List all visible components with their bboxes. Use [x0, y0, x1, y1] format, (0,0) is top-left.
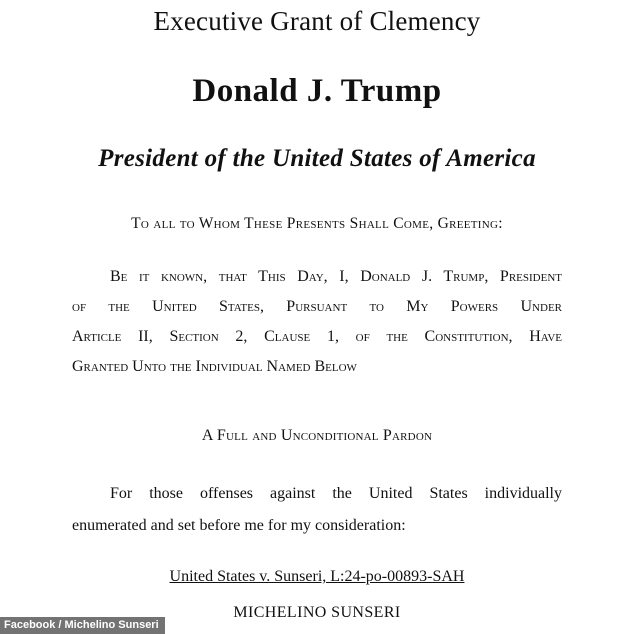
case-citation [0, 565, 634, 589]
proclamation-paragraph [72, 262, 562, 382]
proclamation-line: Granted Unto the Individual Named Below [72, 358, 357, 375]
offenses-paragraph [72, 478, 562, 542]
offenses-line: enumerated and set before me for my consideration: [72, 517, 406, 534]
pardon-heading: A Full and Unconditional Pardon [201, 427, 433, 444]
president-name: Donald J. Trump [192, 73, 442, 109]
offenses-line: For those offenses against the United States individually [110, 485, 562, 502]
greeting-line: To all to Whom These Presents Shall Come, Greeting: [131, 215, 503, 232]
president-office: President of the United States of America [98, 145, 536, 172]
photo-credit: Facebook / Michelino Sunseri [0, 617, 165, 634]
document-title: Executive Grant of Clemency [153, 6, 481, 36]
proclamation-line: of the United States, Pursuant to My Powers Under [72, 298, 562, 315]
case-citation-text: United States v. Sunseri, L:24-po-00893-SAH [169, 568, 465, 585]
proclamation-line: Be it known, that This Day, I, Donald J. Trump, President [110, 268, 562, 285]
recipient-name: MICHELINO SUNSERI [233, 604, 401, 621]
proclamation-line: Article II, Section 2, Clause 1, of the Constitution, Have [72, 328, 562, 345]
